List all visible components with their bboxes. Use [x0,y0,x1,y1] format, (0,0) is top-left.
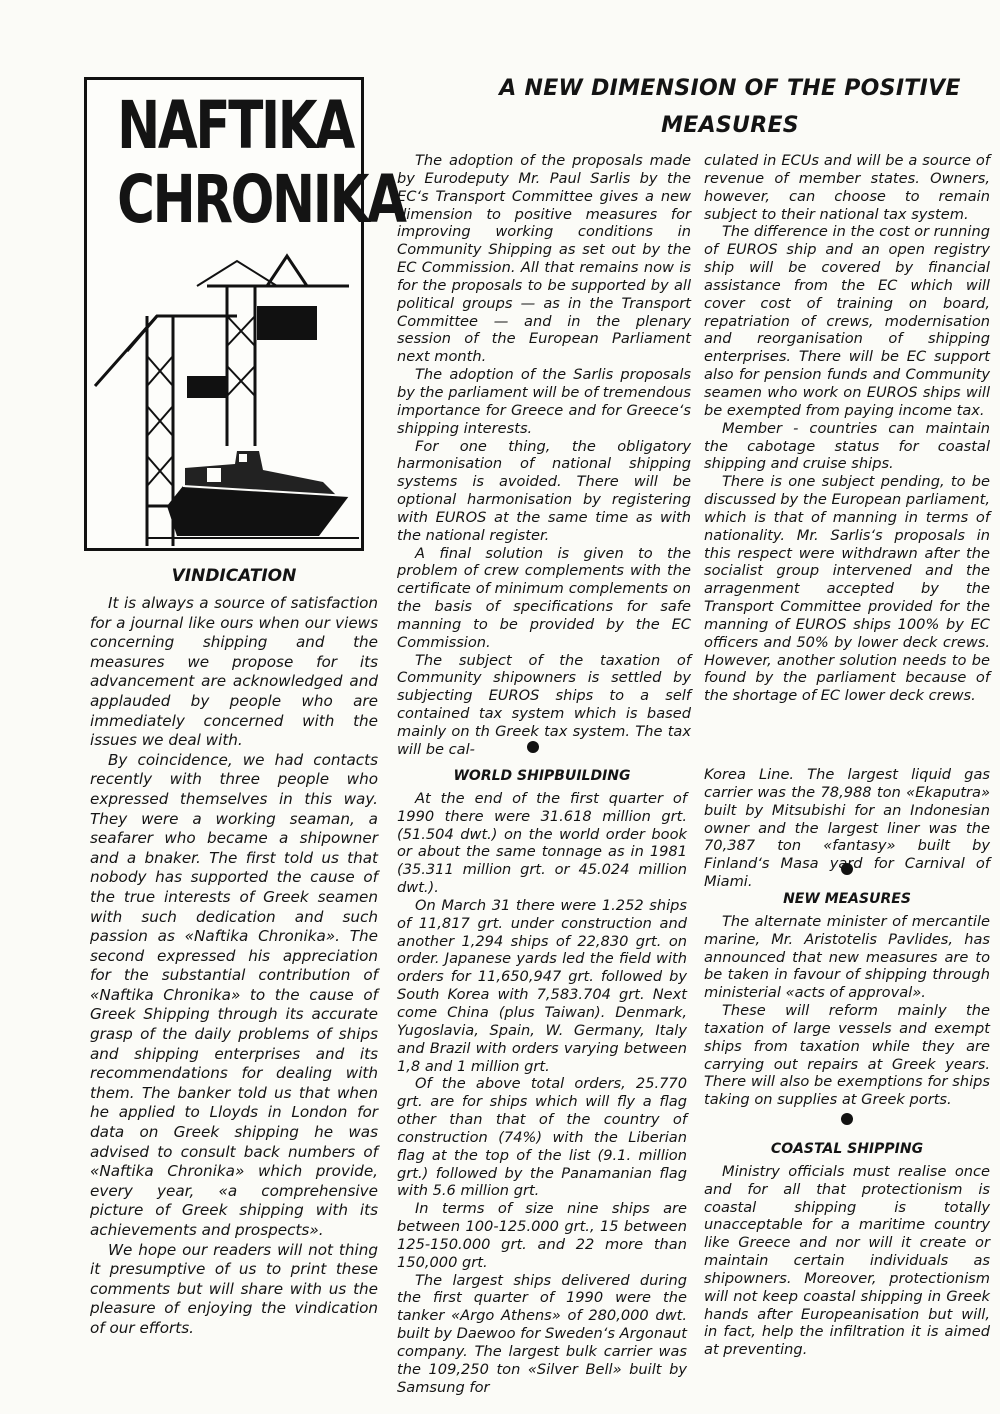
shipbuilding-paragraph: In terms of size nine ships are between 100-125.000 grt., 15 between 125-150.000 grt. and 22 more than 150,000 grt. [397,1200,687,1271]
shipbuilding-paragraph: The largest ships delivered during the first quarter of 1990 were the tanker «Argo Athens» of 280,000 dwt. built by Daewoo for Sweden‘s Argonaut company. The largest bulk carrier was the 109,250 ton «Silver Bell» built by Samsung for [397,1271,687,1396]
main-title-line2: MEASURES [661,113,799,138]
logo-box [84,77,405,551]
main-col2-paragraph: culated in ECUs and will be a source of revenue of member states. Owners, however, can choose to remain subject to their national tax system. [704,152,990,223]
new-measures-article [704,891,990,1109]
main-col1-paragraph: The adoption of the Sarlis proposals by the parliament will be of tremendous importance for Greece and for Greece‘s shipping interests. [397,366,691,437]
vindication-paragraph: It is always a source of satisfaction for a journal like ours when our views concerning shipping and the measures we propose for its advancement are acknowledged and applauded by people who are immediately concerned with the issues we deal with. [90,594,378,750]
main-col2-paragraph: There is one subject pending, to be discussed by the European parliament, which is that of manning in terms of nationality. Mr. Sarlis‘s proposals in this respect were withdrawn after the socialist group intervened and the arragenment accepted by the Transport Committee provided for the manning of EUROS ships 100% by EC officers and 50% by lower deck crews. However, another solution needs to be found by the parliament because of the shortage of EC lower deck crews. [704,473,990,705]
main-col2-paragraph: Member - countries can maintain the cabotage status for coastal shipping and cruise ships. [704,419,990,473]
coastal-shipping-article [704,1141,990,1359]
main-col1-paragraph: The adoption of the proposals made by Eurodeputy Mr. Paul Sarlis by the EC‘s Transport Committee gives a new dimension to positive measures for improving working conditions in Community Shipping as set out by the EC Commission. All that remains now is for the proposals to be supported by all political groups — as in the Transport Committee — and in the plenary session of the European Parliament next month. [397,152,691,366]
main-col2-paragraph: The difference in the cost or running of EUROS ship and an open registry ship will be covered by financial assistance from the EC which will cover cost of training on board, repatriation of crews, modernisation and reorganisation of shipping enterprises. There will be EC support also for pension funds and Community seamen who work on EUROS ships will be exempted from paying income tax. [704,223,990,419]
world-shipbuilding-continuation [704,766,990,891]
new-measures-title: NEW MEASURES [783,891,911,907]
vindication-paragraph: We hope our readers will not thing it presumptive of us to print these comments but will share with us the pleasure of enjoying the vindication of our efforts. [90,1240,378,1337]
new-measures-paragraph: These will reform mainly the taxation of large vessels and exempt ships from taxation while they are carrying out repairs at Greek years. There will also be exemptions for ships taking on supplies at Greek ports. [704,1002,990,1109]
new-measures-paragraph: The alternate minister of mercantile marine, Mr. Aristotelis Pavlides, has announced that new measures are to be taken in favour of shipping through ministerial «acts of approval». [704,912,990,1002]
main-col1-paragraph: The subject of the taxation of Community shipowners is settled by subjecting EUROS ships to a self contained tax system which is based mainly on th Greek tax system. The tax will be cal- [397,651,691,758]
world-shipbuilding-title: WORLD SHIPBUILDING [453,768,631,784]
shipbuilding-paragraph: Of the above total orders, 25.770 grt. are for ships which will fly a flag other than that of the country of construction (74%) with the Liberian flag at the top of the list (9.1. million grt.) followed by the Panamanian flag with 5.6 million grt. [397,1075,687,1200]
vindication-paragraph: By coincidence, we had contacts recently with three people who expressed themselves in this way. They were a working seaman, a seafarer who became a shipowner and a bnaker. The first told us that nobody has supported the cause of the true interests of Greek seamen with such dedication and such passion as «Naftika Chronika». The second expressed his appreciation for the substantial contribution of «Naftika Chronika» to the cause of Greek Shipping through its accurate grasp of the daily problems of ships and shipping enterprises and its recommendations for dealing with them. The banker told us that when he applied to Lloyds in London for data on Greek shipping he was advised to consult back numbers of «Naftika Chronika» which provide, every year, «a comprehensive picture of Greek shipping with its achievements and prospects». [90,750,378,1239]
vindication-title: VINDICATION [171,566,297,586]
main-col1-paragraph: A final solution is given to the problem of crew complements with the certificate of minimum complements on the basis of specifications for safe manning to be provided by the EC Commission. [397,544,691,651]
shipbuilding-paragraph: At the end of the first quarter of 1990 there were 31.618 million grt. (51.504 dwt.) on the world order book or about the same tonnage as in 1981 (35.311 million grt. or 45.024 million dwt.). [397,789,687,897]
crane-ship-illustration [87,246,361,546]
vindication-article [90,564,378,1339]
main-col1-paragraph: For one thing, the obligatory harmonisation of national shipping systems is avoided. There will be optional harmonisation by registering with EUROS at the same time as with the national register. [397,437,691,544]
shipbuilding-continuation-paragraph: Korea Line. The largest liquid gas carrier was the 78,988 ton «Ekaputra» built by Mitsubishi for an Indonesian owner and the largest liner was the 70,387 ton «fantasy» built by Finland‘s Masa yard for Carnival of Miami. [704,766,990,891]
shipbuilding-paragraph: On March 31 there were 1.252 ships of 11,817 grt. under construction and another 1,294 ships of 22,830 grt. on order. Japanese yards led the field with orders for 11,650,947 grt. followed by South Korea with 7,583.704 grt. Next come China (plus Taiwan). Denmark, Yugoslavia, Spain, W. Germany, Italy and Brazil with orders varying between 1,8 and 1 million grt. [397,896,687,1075]
logo-title-line1: NAFTIKA [117,87,353,164]
main-title-line1: A NEW DIMENSION OF THE POSITIVE [499,76,961,101]
logo-title-line2: CHRONIKA [117,161,405,238]
section-divider-bullet [527,741,539,753]
main-article-column-1 [397,152,691,759]
coastal-shipping-title: COASTAL SHIPPING [770,1141,924,1157]
section-divider-bullet [841,1113,853,1125]
world-shipbuilding-article [397,768,687,1397]
coastal-shipping-paragraph: Ministry officials must realise once and for all that protectionism is coastal shipping is totally unacceptable for a maritime country like Greece and nor will it create or maintain certain individuals as shipowners. Moreover, protectionism will not keep coastal shipping in Greek hands after Europeanisation but will, in fact, help the infiltration it is aimed at preventing. [704,1162,990,1359]
main-article-title [470,70,990,144]
main-article-column-2 [704,152,990,705]
